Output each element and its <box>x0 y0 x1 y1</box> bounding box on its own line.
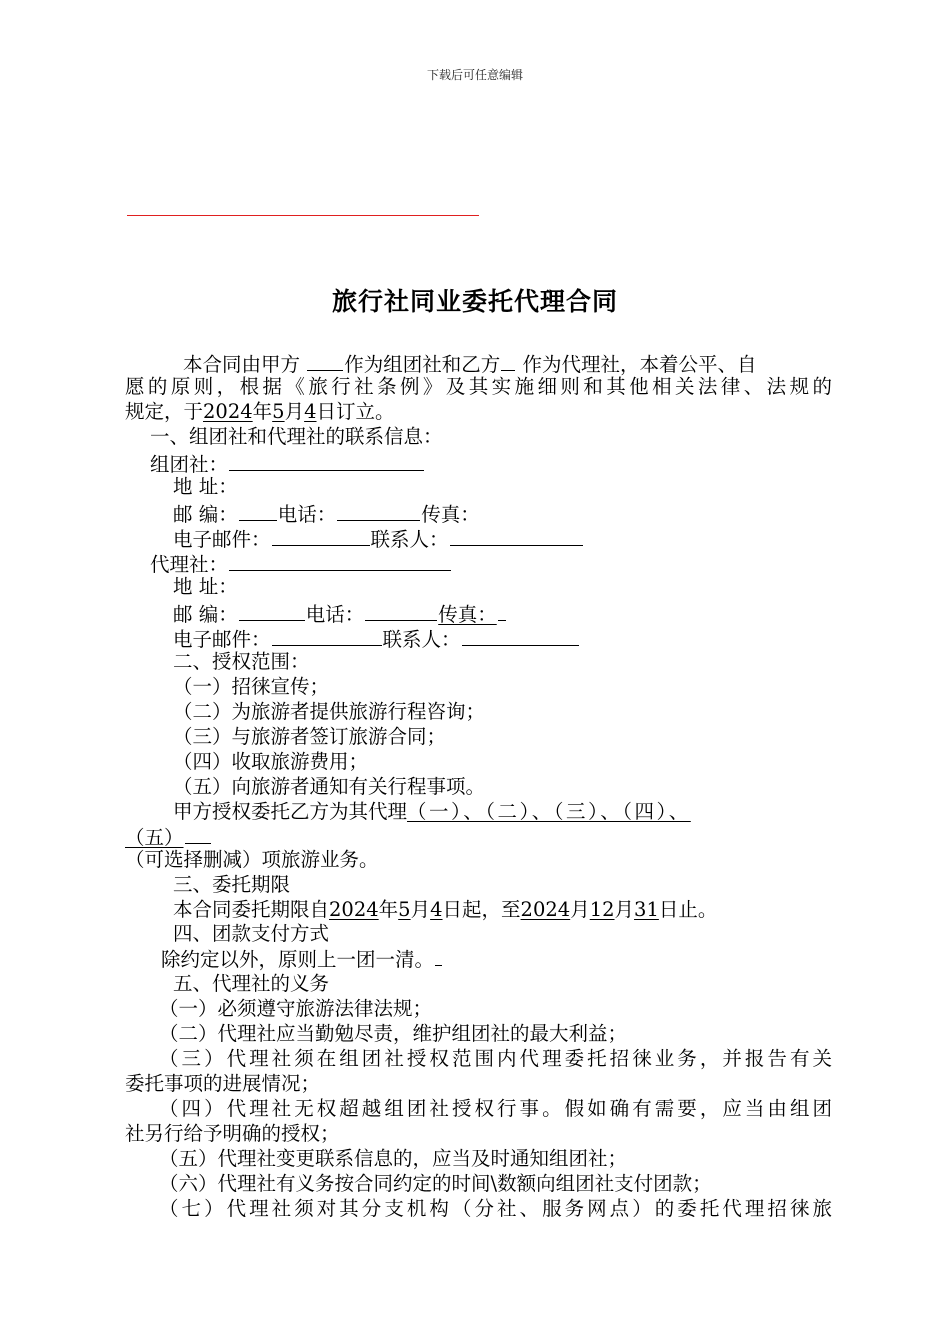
scope-item-2: （二）为旅游者提供旅游行程咨询； <box>173 700 486 723</box>
agent-address-row: 地 址： <box>173 575 238 598</box>
intro-line-3: 规定，于2024年5月4日订立。 <box>125 400 395 423</box>
agent-fax-label: 传真： <box>438 603 497 626</box>
authorization-line-3: （可选择删减）项旅游业务。 <box>125 848 379 871</box>
section1-heading: 一、组团社和代理社的联系信息： <box>150 425 443 448</box>
payment-blank <box>435 947 442 966</box>
duty-3: （三）代理社须在组团社授权范围内代理委托招徕业务，并报告有关 <box>159 1047 832 1070</box>
section2-heading: 二、授权范围： <box>173 650 310 673</box>
authorized-item-5[interactable]: （五） <box>125 826 184 849</box>
start-year[interactable]: 2024 <box>329 898 379 921</box>
term-line: 本合同委托期限自2024年5月4日起，至2024月12月31日止。 <box>173 898 718 921</box>
agent-contact-field[interactable] <box>462 625 579 646</box>
agent-email-row: 电子邮件： 联系人： <box>173 625 580 652</box>
end-day[interactable]: 31 <box>634 898 659 921</box>
duty-3-cont: 委托事项的进展情况； <box>125 1072 321 1095</box>
sign-day[interactable]: 4 <box>304 400 317 423</box>
end-year[interactable]: 2024 <box>520 898 571 921</box>
group-email-row: 电子邮件： 联系人： <box>173 525 584 552</box>
agent-postcode-row: 邮 编： 电话： 传真： <box>173 600 507 627</box>
document-title: 旅行社同业委托代理合同 <box>331 287 618 316</box>
group-agency-row: 组团社： <box>150 450 425 477</box>
agent-field[interactable] <box>229 550 451 571</box>
scope-item-4: （四）收取旅游费用； <box>173 750 369 773</box>
red-divider <box>127 215 479 216</box>
group-address-row: 地 址： <box>173 475 238 498</box>
agent-phone-field[interactable] <box>365 600 437 621</box>
duty-5: （五）代理社变更联系信息的，应当及时通知组团社； <box>159 1147 628 1170</box>
group-postcode-row: 邮 编： 电话： 传真： <box>173 500 480 527</box>
agent-fax-blank <box>498 600 506 621</box>
duty-7: （七）代理社须对其分支机构（分社、服务网点）的委托代理招徕旅 <box>159 1197 832 1220</box>
scope-item-3: （三）与旅游者签订旅游合同； <box>173 725 447 748</box>
group-email-field[interactable] <box>272 525 370 546</box>
start-day[interactable]: 4 <box>430 898 443 921</box>
section4-heading: 四、团款支付方式 <box>173 922 330 945</box>
header-note: 下载后可任意编辑 <box>426 68 523 82</box>
party-a-blank[interactable] <box>307 350 343 371</box>
scope-item-1: （一）招徕宣传； <box>173 675 330 698</box>
authorized-items[interactable]: （一）、（二）、（三）、（四）、 <box>407 800 691 823</box>
intro-line-2: 愿的原则，根据《旅行社条例》及其实施细则和其他相关法律、法规的 <box>125 375 832 398</box>
duty-4-cont: 社另行给予明确的授权； <box>125 1122 340 1145</box>
section5-heading: 五、代理社的义务 <box>173 972 330 995</box>
agent-row: 代理社： <box>150 550 452 577</box>
authorization-line-2 <box>125 824 212 850</box>
party-b-blank[interactable] <box>501 350 515 371</box>
intro-line-1: 本合同由甲方 作为组团社和乙方 作为代理社，本着公平、自 <box>183 350 756 377</box>
duty-4: （四）代理社无权超越组团社授权行事。假如确有需要，应当由组团 <box>159 1097 832 1120</box>
group-agency-field[interactable] <box>229 450 424 471</box>
agent-postcode-field[interactable] <box>239 600 305 621</box>
section3-heading: 三、委托期限 <box>173 873 291 896</box>
group-postcode-field[interactable] <box>239 500 277 521</box>
group-phone-field[interactable] <box>337 500 420 521</box>
sign-month[interactable]: 5 <box>272 400 285 423</box>
scope-item-5: （五）向旅游者通知有关行程事项。 <box>173 775 486 798</box>
payment-text: 除约定以外，原则上一团一清。 <box>161 947 443 972</box>
end-month[interactable]: 12 <box>589 898 615 921</box>
group-contact-field[interactable] <box>450 525 583 546</box>
duty-2: （二）代理社应当勤勉尽责，维护组团社的最大利益； <box>159 1022 628 1045</box>
sign-year[interactable]: 2024 <box>203 400 253 423</box>
authorized-blank <box>185 824 211 844</box>
duty-6: （六）代理社有义务按合同约定的时间\数额向组团社支付团款； <box>159 1172 712 1195</box>
start-month[interactable]: 5 <box>398 898 411 921</box>
authorization-line: 甲方授权委托乙方为其代理（一）、（二）、（三）、（四）、 <box>173 800 691 823</box>
agent-email-field[interactable] <box>272 625 382 646</box>
duty-1: （一）必须遵守旅游法律法规； <box>159 997 433 1020</box>
